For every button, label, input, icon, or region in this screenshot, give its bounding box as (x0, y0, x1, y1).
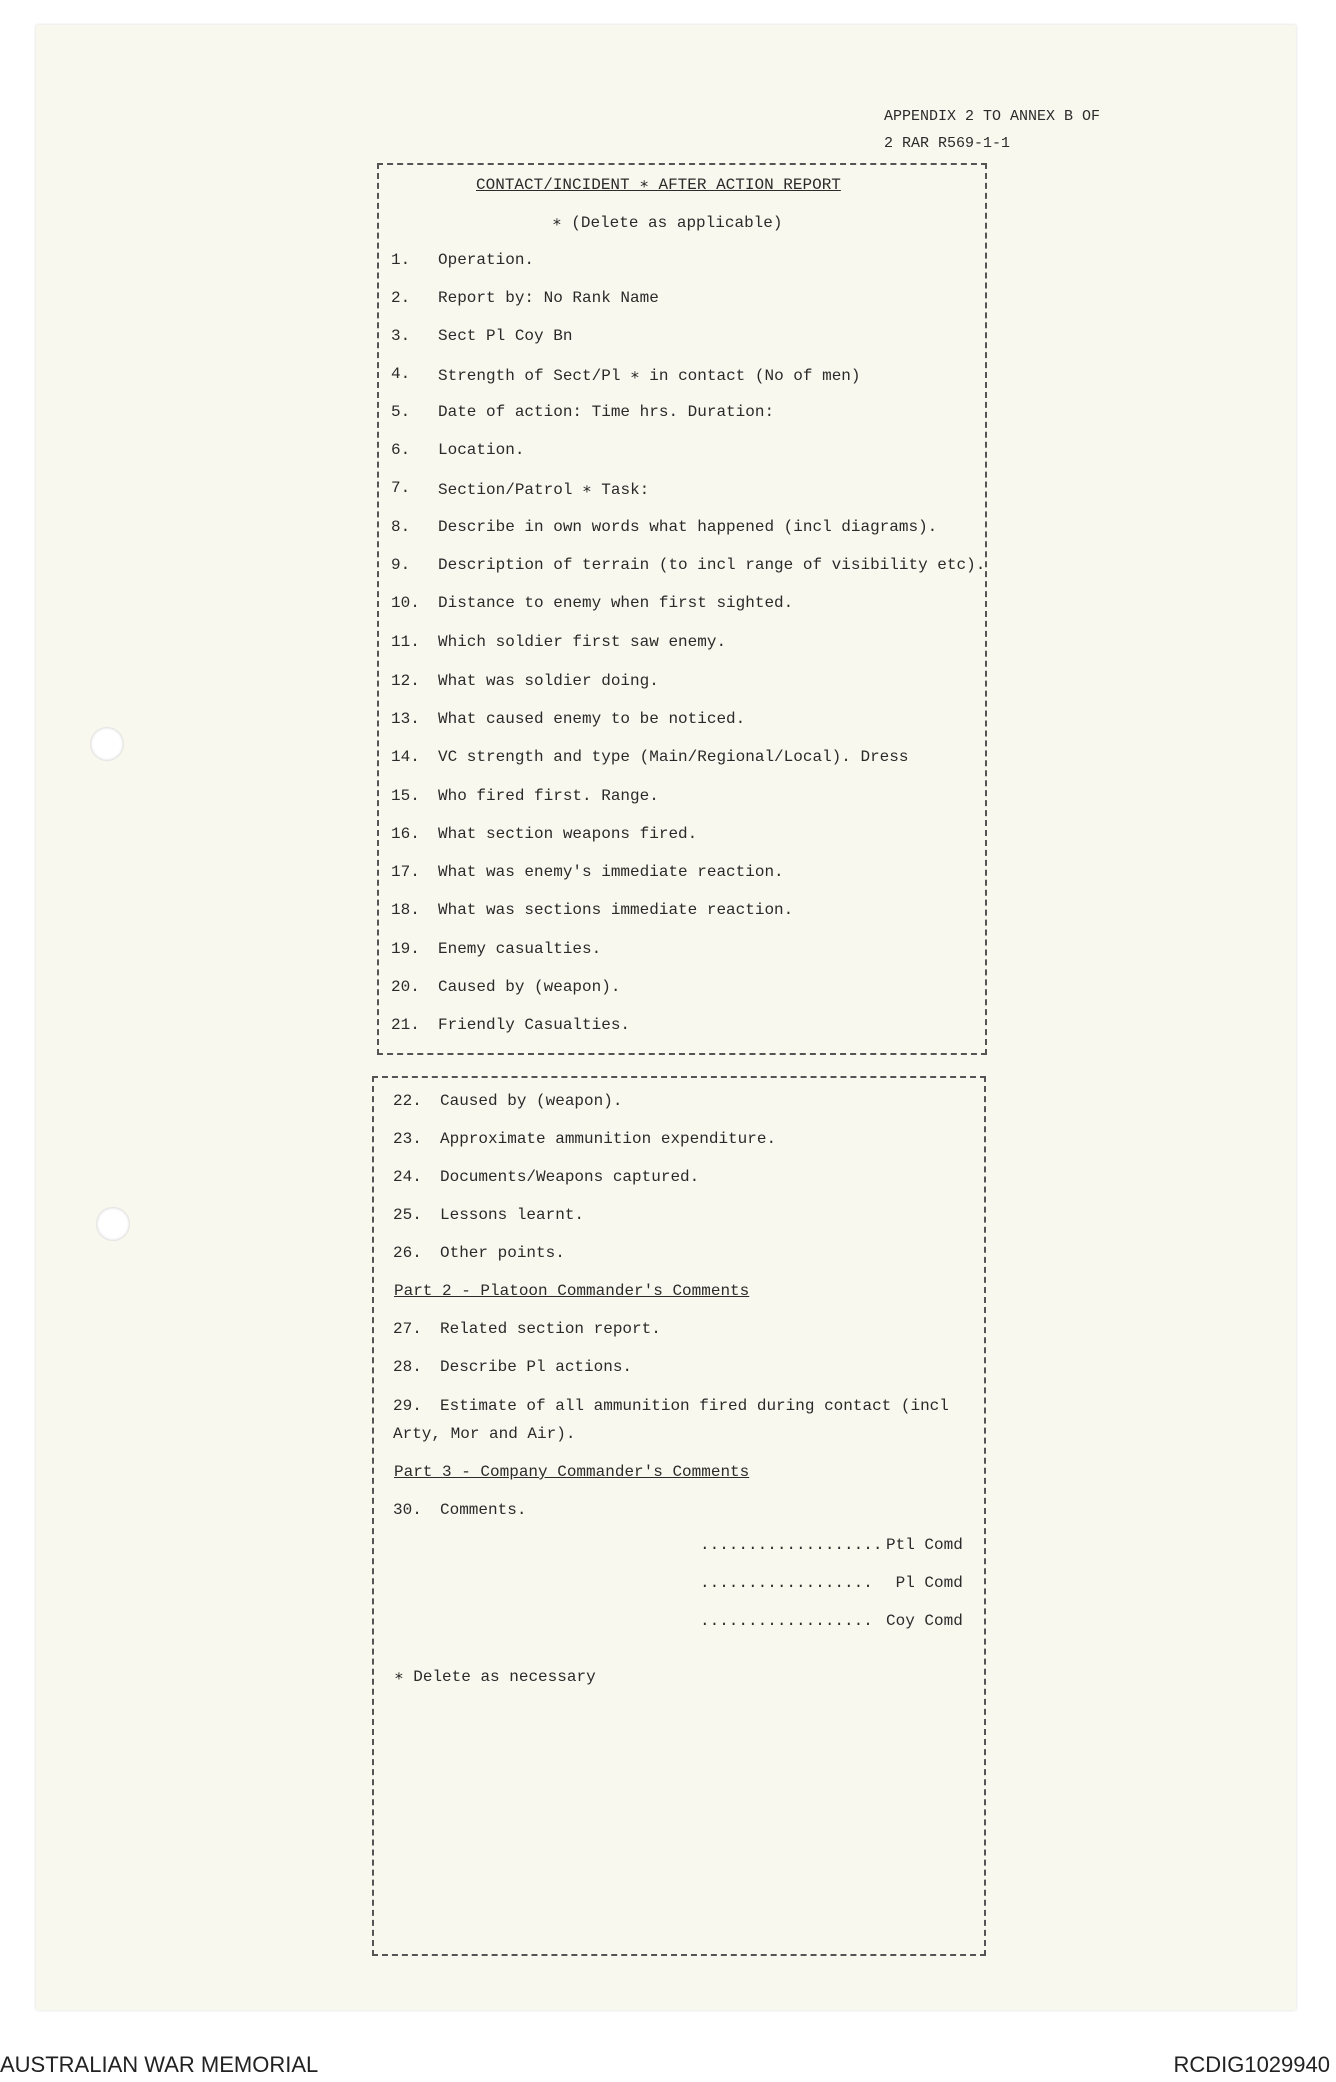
delete-note: ∗ (Delete as applicable) (552, 214, 783, 232)
punch-hole (90, 727, 124, 761)
record-id: RCDIG1029940 (1173, 2052, 1330, 2077)
institution-label: AUSTRALIAN WAR MEMORIAL (0, 2052, 319, 2077)
signature-coy-comd: .................. Coy Comd (700, 1612, 963, 1630)
part-2-heading: Part 2 - Platoon Commander's Comments (394, 1282, 750, 1300)
signature-ptl-comd: ................... Ptl Comd (700, 1536, 963, 1554)
appendix-line-1: APPENDIX 2 TO ANNEX B OF (884, 108, 1101, 125)
appendix-reference (884, 103, 1100, 157)
part-3-heading: Part 3 - Company Commander's Comments (394, 1463, 750, 1481)
form-title: CONTACT/INCIDENT ∗ AFTER ACTION REPORT (476, 176, 841, 194)
punch-hole (96, 1207, 130, 1241)
appendix-line-2: 2 RAR R569-1-1 (884, 135, 1011, 152)
signature-pl-comd: .................. Pl Comd (700, 1574, 963, 1592)
footnote: ∗ Delete as necessary (394, 1668, 596, 1686)
form-item-29-continued: Arty, Mor and Air). (393, 1425, 576, 1443)
